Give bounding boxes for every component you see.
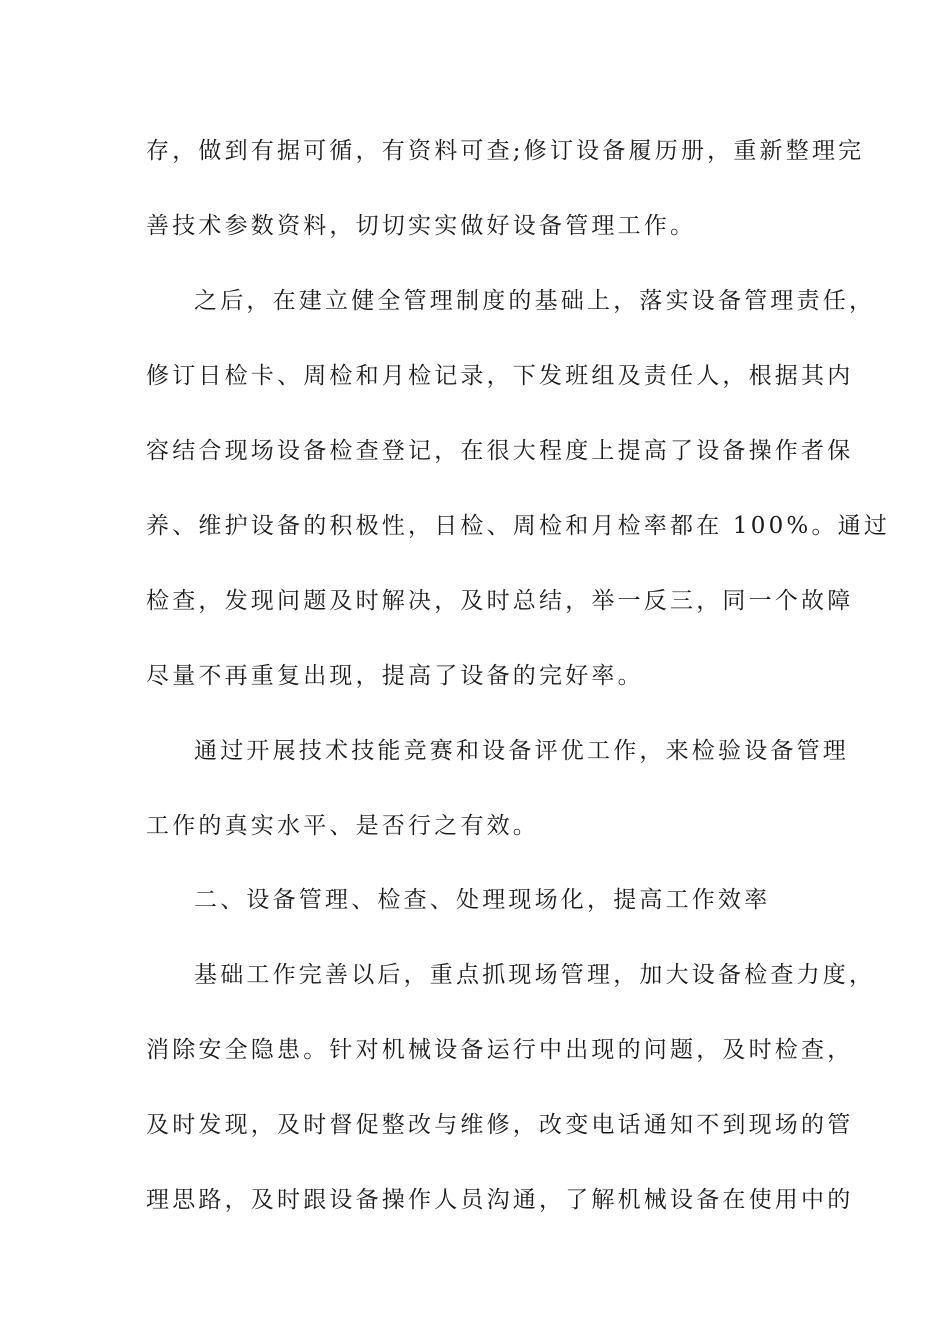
text-line: 消除安全隐患。针对机械设备运行中出现的问题，及时检查， [146, 1037, 854, 1063]
text-line: 修订日检卡、周检和月检记录，下发班组及责任人，根据其内 [146, 363, 854, 389]
text-line: 善技术参数资料，切切实实做好设备管理工作。 [146, 213, 697, 239]
text-line: 理思路，及时跟设备操作人员沟通，了解机械设备在使用中的 [146, 1187, 854, 1213]
text-line: 工作的真实水平、是否行之有效。 [146, 813, 539, 839]
text-line: 检查，发现问题及时解决，及时总结，举一反三，同一个故障 [146, 588, 854, 614]
text-line: 容结合现场设备检查登记，在很大程度上提高了设备操作者保 [146, 438, 854, 464]
paragraph-start-line: 之后，在建立健全管理制度的基础上，落实设备管理责任， [194, 288, 876, 314]
paragraph-start-line: 通过开展技术技能竞赛和设备评优工作，来检验设备管理 [194, 738, 849, 764]
paragraph-start-line: 基础工作完善以后，重点抓现场管理，加大设备检查力度， [194, 962, 876, 988]
text-line: 养、维护设备的积极性，日检、周检和月检率都在 100%。通过 [146, 513, 891, 539]
text-line: 及时发现，及时督促整改与维修，改变电话通知不到现场的管 [146, 1112, 854, 1138]
section-heading: 二、设备管理、检查、处理现场化，提高工作效率 [194, 887, 771, 913]
text-line: 存，做到有据可循，有资料可查;修订设备履历册，重新整理完 [146, 138, 865, 164]
text-line: 尽量不再重复出现，提高了设备的完好率。 [146, 663, 644, 689]
